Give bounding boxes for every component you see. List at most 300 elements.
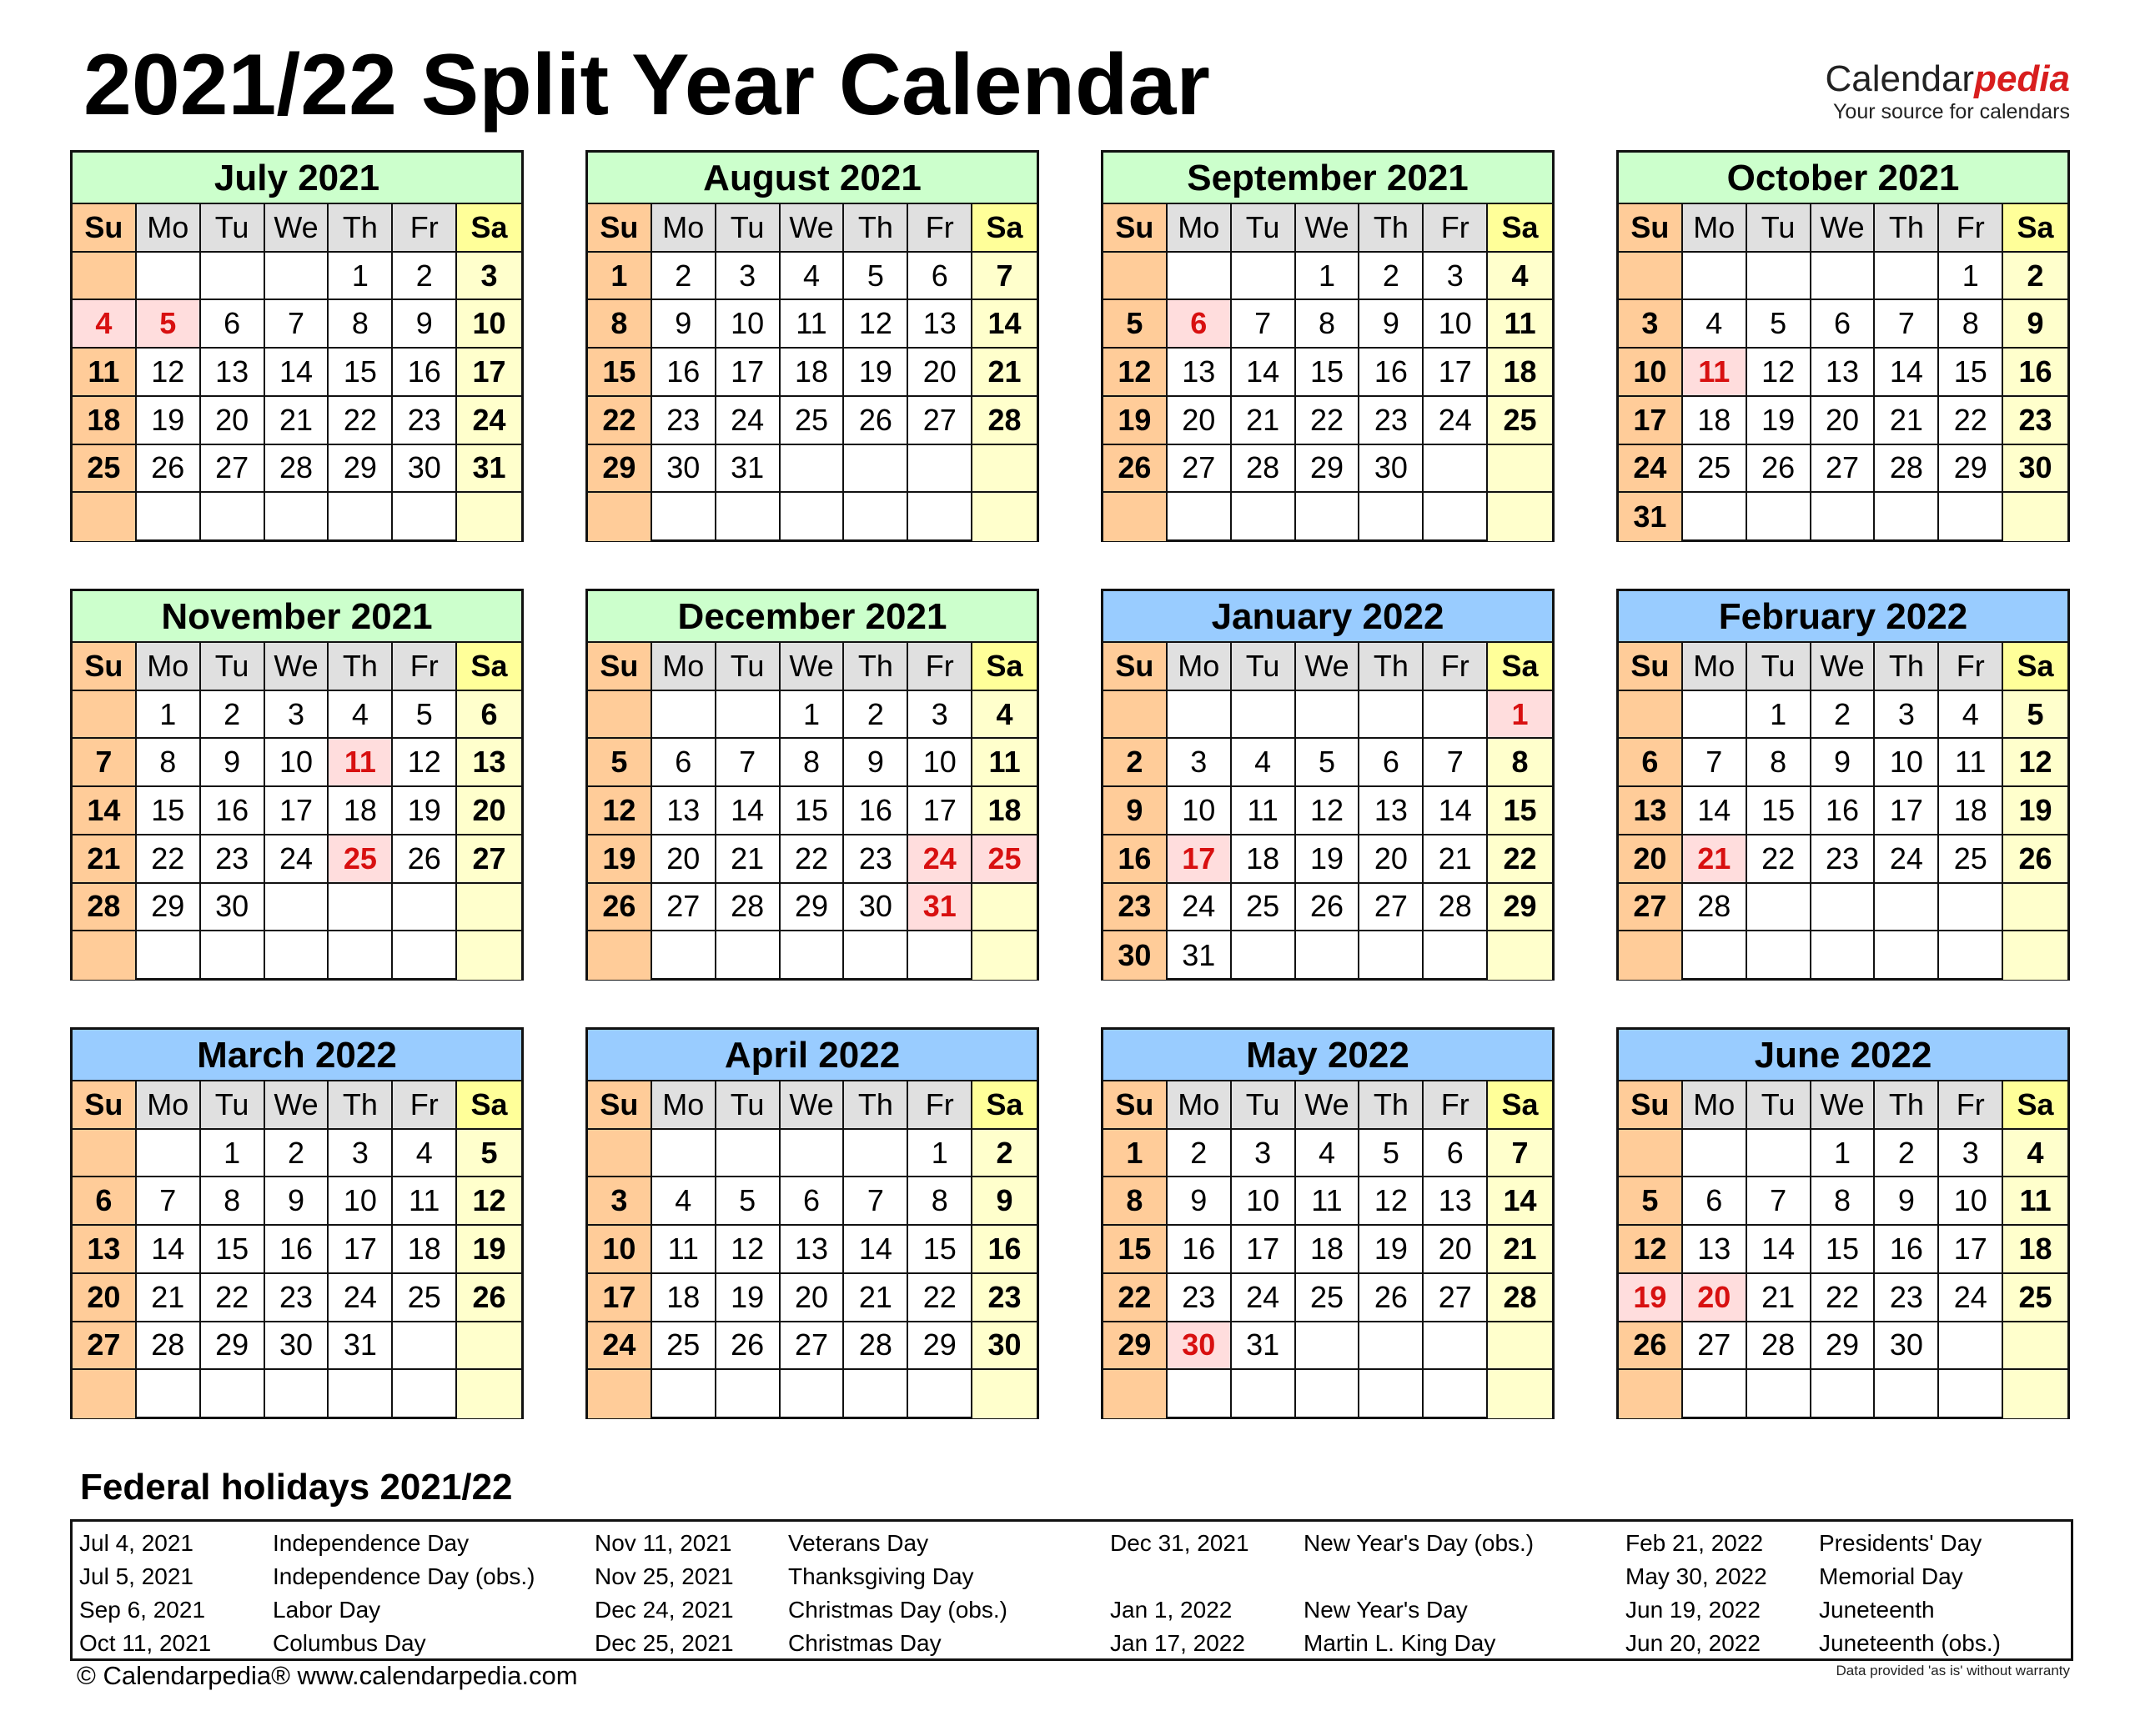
- day-cell[interactable]: 17: [265, 787, 329, 835]
- day-cell[interactable]: 25: [393, 1274, 457, 1322]
- day-cell[interactable]: 26: [1103, 445, 1168, 494]
- day-cell[interactable]: 18: [73, 397, 137, 445]
- day-cell[interactable]: 27: [73, 1322, 137, 1371]
- day-cell[interactable]: 10: [588, 1226, 652, 1274]
- day-cell[interactable]: 26: [844, 397, 908, 445]
- day-cell[interactable]: 5: [1747, 300, 1811, 349]
- day-cell[interactable]: 28: [73, 884, 137, 932]
- day-cell[interactable]: 1: [908, 1130, 972, 1178]
- day-cell[interactable]: 17: [1232, 1226, 1296, 1274]
- day-cell[interactable]: 6: [457, 691, 521, 740]
- brand-logo[interactable]: [1826, 58, 2070, 123]
- day-cell[interactable]: 1: [137, 691, 201, 740]
- day-cell[interactable]: 4: [1488, 253, 1552, 301]
- day-cell[interactable]: 12: [716, 1226, 781, 1274]
- day-cell[interactable]: 8: [588, 300, 652, 349]
- day-cell[interactable]: 25: [1296, 1274, 1360, 1322]
- day-cell[interactable]: 27: [781, 1322, 845, 1371]
- day-cell[interactable]: 28: [844, 1322, 908, 1371]
- day-cell[interactable]: 23: [1359, 397, 1424, 445]
- day-cell[interactable]: 27: [652, 884, 716, 932]
- day-cell[interactable]: 24: [329, 1274, 393, 1322]
- day-cell[interactable]: 16: [201, 787, 265, 835]
- day-cell[interactable]: 27: [1619, 884, 1683, 932]
- day-cell[interactable]: 12: [137, 349, 201, 397]
- day-cell[interactable]: 24: [1232, 1274, 1296, 1322]
- day-cell[interactable]: 13: [781, 1226, 845, 1274]
- day-cell[interactable]: 16: [393, 349, 457, 397]
- day-cell[interactable]: 2: [1875, 1130, 1939, 1178]
- day-cell[interactable]: 28: [265, 445, 329, 494]
- day-cell[interactable]: 19: [137, 397, 201, 445]
- day-cell[interactable]: 23: [1168, 1274, 1232, 1322]
- day-cell[interactable]: 9: [265, 1177, 329, 1226]
- day-cell[interactable]: 7: [1488, 1130, 1552, 1178]
- day-cell[interactable]: 11: [1939, 739, 2003, 787]
- day-cell[interactable]: 5: [1359, 1130, 1424, 1178]
- day-cell[interactable]: 2: [1359, 253, 1424, 301]
- day-cell[interactable]: 26: [1296, 884, 1360, 932]
- day-cell[interactable]: 15: [1488, 787, 1552, 835]
- day-cell[interactable]: 5: [457, 1130, 521, 1178]
- day-cell[interactable]: 20: [781, 1274, 845, 1322]
- day-cell[interactable]: 6: [1359, 739, 1424, 787]
- day-cell[interactable]: 16: [1811, 787, 1876, 835]
- day-cell[interactable]: 21: [1424, 835, 1488, 884]
- day-cell[interactable]: 22: [1488, 835, 1552, 884]
- day-cell[interactable]: 15: [201, 1226, 265, 1274]
- day-cell[interactable]: 20: [1811, 397, 1876, 445]
- day-cell[interactable]: 5: [1103, 300, 1168, 349]
- day-cell[interactable]: 16: [2003, 349, 2067, 397]
- day-cell[interactable]: 23: [1103, 884, 1168, 932]
- day-cell[interactable]: 11: [652, 1226, 716, 1274]
- day-cell[interactable]: 16: [652, 349, 716, 397]
- day-cell[interactable]: 31: [1619, 493, 1683, 541]
- day-cell[interactable]: 26: [137, 445, 201, 494]
- day-cell[interactable]: 15: [908, 1226, 972, 1274]
- day-cell[interactable]: 14: [972, 300, 1037, 349]
- day-cell[interactable]: 17: [1619, 397, 1683, 445]
- day-cell[interactable]: 16: [1875, 1226, 1939, 1274]
- day-cell[interactable]: 1: [1103, 1130, 1168, 1178]
- day-cell[interactable]: 28: [716, 884, 781, 932]
- day-cell[interactable]: 27: [1811, 445, 1876, 494]
- day-cell[interactable]: 26: [1359, 1274, 1424, 1322]
- day-cell[interactable]: 22: [1939, 397, 2003, 445]
- day-cell[interactable]: 23: [1811, 835, 1876, 884]
- day-cell[interactable]: 18: [329, 787, 393, 835]
- day-cell[interactable]: 18: [1488, 349, 1552, 397]
- day-cell[interactable]: 17: [1939, 1226, 2003, 1274]
- day-cell[interactable]: 8: [329, 300, 393, 349]
- day-cell[interactable]: 21: [844, 1274, 908, 1322]
- day-cell[interactable]: 21: [265, 397, 329, 445]
- day-cell[interactable]: 1: [1488, 691, 1552, 740]
- day-cell[interactable]: 4: [2003, 1130, 2067, 1178]
- day-cell[interactable]: 24: [1619, 445, 1683, 494]
- day-cell[interactable]: 28: [1232, 445, 1296, 494]
- day-cell[interactable]: 13: [1359, 787, 1424, 835]
- day-cell[interactable]: 15: [1747, 787, 1811, 835]
- day-cell[interactable]: 6: [201, 300, 265, 349]
- day-cell[interactable]: 1: [329, 253, 393, 301]
- day-cell[interactable]: 25: [329, 835, 393, 884]
- day-cell[interactable]: 15: [1811, 1226, 1876, 1274]
- day-cell[interactable]: 3: [457, 253, 521, 301]
- day-cell[interactable]: 7: [844, 1177, 908, 1226]
- day-cell[interactable]: 17: [1424, 349, 1488, 397]
- day-cell[interactable]: 14: [1424, 787, 1488, 835]
- day-cell[interactable]: 22: [1811, 1274, 1876, 1322]
- day-cell[interactable]: 1: [1296, 253, 1360, 301]
- day-cell[interactable]: 4: [393, 1130, 457, 1178]
- day-cell[interactable]: 28: [1683, 884, 1747, 932]
- day-cell[interactable]: 30: [1359, 445, 1424, 494]
- day-cell[interactable]: 12: [844, 300, 908, 349]
- day-cell[interactable]: 13: [1619, 787, 1683, 835]
- day-cell[interactable]: 23: [2003, 397, 2067, 445]
- day-cell[interactable]: 30: [972, 1322, 1037, 1371]
- day-cell[interactable]: 18: [1232, 835, 1296, 884]
- day-cell[interactable]: 19: [1359, 1226, 1424, 1274]
- day-cell[interactable]: 6: [1168, 300, 1232, 349]
- day-cell[interactable]: 4: [652, 1177, 716, 1226]
- day-cell[interactable]: 9: [393, 300, 457, 349]
- day-cell[interactable]: 28: [137, 1322, 201, 1371]
- day-cell[interactable]: 3: [1232, 1130, 1296, 1178]
- day-cell[interactable]: 8: [1296, 300, 1360, 349]
- day-cell[interactable]: 28: [1747, 1322, 1811, 1371]
- day-cell[interactable]: 30: [2003, 445, 2067, 494]
- day-cell[interactable]: 5: [137, 300, 201, 349]
- day-cell[interactable]: 21: [1232, 397, 1296, 445]
- day-cell[interactable]: 8: [1811, 1177, 1876, 1226]
- day-cell[interactable]: 26: [1619, 1322, 1683, 1371]
- day-cell[interactable]: 19: [393, 787, 457, 835]
- day-cell[interactable]: 19: [1103, 397, 1168, 445]
- day-cell[interactable]: 11: [1488, 300, 1552, 349]
- day-cell[interactable]: 17: [908, 787, 972, 835]
- day-cell[interactable]: 31: [457, 445, 521, 494]
- day-cell[interactable]: 27: [1168, 445, 1232, 494]
- day-cell[interactable]: 12: [457, 1177, 521, 1226]
- day-cell[interactable]: 20: [652, 835, 716, 884]
- day-cell[interactable]: 4: [1296, 1130, 1360, 1178]
- day-cell[interactable]: 10: [457, 300, 521, 349]
- day-cell[interactable]: 13: [201, 349, 265, 397]
- day-cell[interactable]: 23: [393, 397, 457, 445]
- day-cell[interactable]: 28: [1424, 884, 1488, 932]
- day-cell[interactable]: 9: [2003, 300, 2067, 349]
- day-cell[interactable]: 13: [457, 739, 521, 787]
- day-cell[interactable]: 30: [1103, 931, 1168, 980]
- day-cell[interactable]: 10: [1619, 349, 1683, 397]
- day-cell[interactable]: 18: [781, 349, 845, 397]
- day-cell[interactable]: 29: [781, 884, 845, 932]
- day-cell[interactable]: 24: [1939, 1274, 2003, 1322]
- day-cell[interactable]: 2: [2003, 253, 2067, 301]
- day-cell[interactable]: 2: [1168, 1130, 1232, 1178]
- day-cell[interactable]: 4: [1683, 300, 1747, 349]
- day-cell[interactable]: 12: [2003, 739, 2067, 787]
- day-cell[interactable]: 20: [1424, 1226, 1488, 1274]
- day-cell[interactable]: 25: [1232, 884, 1296, 932]
- day-cell[interactable]: 29: [137, 884, 201, 932]
- day-cell[interactable]: 20: [73, 1274, 137, 1322]
- day-cell[interactable]: 8: [137, 739, 201, 787]
- day-cell[interactable]: 22: [908, 1274, 972, 1322]
- day-cell[interactable]: 9: [1168, 1177, 1232, 1226]
- day-cell[interactable]: 3: [1168, 739, 1232, 787]
- day-cell[interactable]: 10: [1939, 1177, 2003, 1226]
- day-cell[interactable]: 21: [73, 835, 137, 884]
- day-cell[interactable]: 31: [716, 445, 781, 494]
- day-cell[interactable]: 9: [844, 739, 908, 787]
- day-cell[interactable]: 10: [1168, 787, 1232, 835]
- day-cell[interactable]: 6: [1619, 739, 1683, 787]
- day-cell[interactable]: 12: [588, 787, 652, 835]
- day-cell[interactable]: 10: [1232, 1177, 1296, 1226]
- day-cell[interactable]: 5: [393, 691, 457, 740]
- day-cell[interactable]: 30: [844, 884, 908, 932]
- day-cell[interactable]: 16: [1103, 835, 1168, 884]
- day-cell[interactable]: 15: [329, 349, 393, 397]
- day-cell[interactable]: 31: [1168, 931, 1232, 980]
- day-cell[interactable]: 22: [1103, 1274, 1168, 1322]
- day-cell[interactable]: 29: [1296, 445, 1360, 494]
- day-cell[interactable]: 14: [1875, 349, 1939, 397]
- day-cell[interactable]: 11: [1683, 349, 1747, 397]
- day-cell[interactable]: 10: [265, 739, 329, 787]
- day-cell[interactable]: 29: [1103, 1322, 1168, 1371]
- day-cell[interactable]: 11: [1232, 787, 1296, 835]
- day-cell[interactable]: 14: [73, 787, 137, 835]
- day-cell[interactable]: 10: [716, 300, 781, 349]
- day-cell[interactable]: 4: [972, 691, 1037, 740]
- day-cell[interactable]: 3: [265, 691, 329, 740]
- day-cell[interactable]: 2: [1103, 739, 1168, 787]
- day-cell[interactable]: 14: [1683, 787, 1747, 835]
- day-cell[interactable]: 13: [1168, 349, 1232, 397]
- day-cell[interactable]: 26: [393, 835, 457, 884]
- day-cell[interactable]: 21: [1875, 397, 1939, 445]
- day-cell[interactable]: 23: [652, 397, 716, 445]
- day-cell[interactable]: 19: [457, 1226, 521, 1274]
- day-cell[interactable]: 28: [972, 397, 1037, 445]
- day-cell[interactable]: 18: [393, 1226, 457, 1274]
- day-cell[interactable]: 10: [908, 739, 972, 787]
- day-cell[interactable]: 5: [2003, 691, 2067, 740]
- day-cell[interactable]: 30: [393, 445, 457, 494]
- day-cell[interactable]: 7: [1747, 1177, 1811, 1226]
- day-cell[interactable]: 9: [652, 300, 716, 349]
- day-cell[interactable]: 2: [1811, 691, 1876, 740]
- day-cell[interactable]: 25: [73, 445, 137, 494]
- day-cell[interactable]: 1: [1811, 1130, 1876, 1178]
- day-cell[interactable]: 27: [1359, 884, 1424, 932]
- day-cell[interactable]: 16: [844, 787, 908, 835]
- day-cell[interactable]: 24: [908, 835, 972, 884]
- day-cell[interactable]: 17: [457, 349, 521, 397]
- day-cell[interactable]: 9: [1811, 739, 1876, 787]
- day-cell[interactable]: 17: [329, 1226, 393, 1274]
- day-cell[interactable]: 4: [73, 300, 137, 349]
- day-cell[interactable]: 13: [1683, 1226, 1747, 1274]
- day-cell[interactable]: 2: [652, 253, 716, 301]
- day-cell[interactable]: 6: [1683, 1177, 1747, 1226]
- day-cell[interactable]: 4: [1939, 691, 2003, 740]
- day-cell[interactable]: 26: [1747, 445, 1811, 494]
- day-cell[interactable]: 17: [1168, 835, 1232, 884]
- day-cell[interactable]: 7: [73, 739, 137, 787]
- day-cell[interactable]: 22: [137, 835, 201, 884]
- day-cell[interactable]: 15: [137, 787, 201, 835]
- day-cell[interactable]: 12: [1296, 787, 1360, 835]
- day-cell[interactable]: 7: [1424, 739, 1488, 787]
- day-cell[interactable]: 31: [1232, 1322, 1296, 1371]
- day-cell[interactable]: 25: [1488, 397, 1552, 445]
- day-cell[interactable]: 3: [1939, 1130, 2003, 1178]
- day-cell[interactable]: 1: [781, 691, 845, 740]
- day-cell[interactable]: 19: [588, 835, 652, 884]
- day-cell[interactable]: 27: [908, 397, 972, 445]
- day-cell[interactable]: 30: [1168, 1322, 1232, 1371]
- day-cell[interactable]: 9: [1359, 300, 1424, 349]
- day-cell[interactable]: 13: [1811, 349, 1876, 397]
- day-cell[interactable]: 2: [393, 253, 457, 301]
- day-cell[interactable]: 29: [329, 445, 393, 494]
- day-cell[interactable]: 6: [652, 739, 716, 787]
- day-cell[interactable]: 26: [588, 884, 652, 932]
- day-cell[interactable]: 5: [716, 1177, 781, 1226]
- day-cell[interactable]: 7: [265, 300, 329, 349]
- day-cell[interactable]: 30: [265, 1322, 329, 1371]
- day-cell[interactable]: 18: [1683, 397, 1747, 445]
- day-cell[interactable]: 30: [652, 445, 716, 494]
- day-cell[interactable]: 4: [781, 253, 845, 301]
- day-cell[interactable]: 15: [588, 349, 652, 397]
- day-cell[interactable]: 3: [588, 1177, 652, 1226]
- day-cell[interactable]: 14: [1488, 1177, 1552, 1226]
- day-cell[interactable]: 12: [1747, 349, 1811, 397]
- day-cell[interactable]: 28: [1875, 445, 1939, 494]
- day-cell[interactable]: 19: [1296, 835, 1360, 884]
- day-cell[interactable]: 22: [1747, 835, 1811, 884]
- day-cell[interactable]: 21: [1747, 1274, 1811, 1322]
- day-cell[interactable]: 20: [201, 397, 265, 445]
- day-cell[interactable]: 8: [1747, 739, 1811, 787]
- day-cell[interactable]: 7: [716, 739, 781, 787]
- day-cell[interactable]: 29: [1811, 1322, 1876, 1371]
- day-cell[interactable]: 18: [1296, 1226, 1360, 1274]
- day-cell[interactable]: 20: [908, 349, 972, 397]
- day-cell[interactable]: 13: [73, 1226, 137, 1274]
- day-cell[interactable]: 21: [137, 1274, 201, 1322]
- day-cell[interactable]: 23: [1875, 1274, 1939, 1322]
- day-cell[interactable]: 25: [652, 1322, 716, 1371]
- day-cell[interactable]: 15: [1103, 1226, 1168, 1274]
- day-cell[interactable]: 8: [1939, 300, 2003, 349]
- day-cell[interactable]: 30: [1875, 1322, 1939, 1371]
- day-cell[interactable]: 25: [781, 397, 845, 445]
- day-cell[interactable]: 16: [1359, 349, 1424, 397]
- day-cell[interactable]: 15: [1939, 349, 2003, 397]
- day-cell[interactable]: 2: [972, 1130, 1037, 1178]
- day-cell[interactable]: 26: [2003, 835, 2067, 884]
- day-cell[interactable]: 1: [588, 253, 652, 301]
- day-cell[interactable]: 2: [201, 691, 265, 740]
- day-cell[interactable]: 15: [1296, 349, 1360, 397]
- day-cell[interactable]: 20: [1359, 835, 1424, 884]
- day-cell[interactable]: 24: [1875, 835, 1939, 884]
- day-cell[interactable]: 10: [1424, 300, 1488, 349]
- day-cell[interactable]: 4: [329, 691, 393, 740]
- day-cell[interactable]: 5: [844, 253, 908, 301]
- day-cell[interactable]: 6: [73, 1177, 137, 1226]
- day-cell[interactable]: 3: [1619, 300, 1683, 349]
- day-cell[interactable]: 8: [1103, 1177, 1168, 1226]
- day-cell[interactable]: 29: [201, 1322, 265, 1371]
- day-cell[interactable]: 18: [652, 1274, 716, 1322]
- day-cell[interactable]: 19: [844, 349, 908, 397]
- day-cell[interactable]: 14: [137, 1226, 201, 1274]
- day-cell[interactable]: 11: [393, 1177, 457, 1226]
- day-cell[interactable]: 20: [1619, 835, 1683, 884]
- day-cell[interactable]: 13: [1424, 1177, 1488, 1226]
- day-cell[interactable]: 7: [1683, 739, 1747, 787]
- day-cell[interactable]: 13: [908, 300, 972, 349]
- day-cell[interactable]: 14: [844, 1226, 908, 1274]
- day-cell[interactable]: 9: [201, 739, 265, 787]
- day-cell[interactable]: 5: [1619, 1177, 1683, 1226]
- day-cell[interactable]: 2: [265, 1130, 329, 1178]
- day-cell[interactable]: 27: [457, 835, 521, 884]
- day-cell[interactable]: 11: [2003, 1177, 2067, 1226]
- day-cell[interactable]: 25: [1939, 835, 2003, 884]
- day-cell[interactable]: 31: [329, 1322, 393, 1371]
- day-cell[interactable]: 21: [1683, 835, 1747, 884]
- day-cell[interactable]: 30: [201, 884, 265, 932]
- day-cell[interactable]: 19: [1747, 397, 1811, 445]
- day-cell[interactable]: 12: [1619, 1226, 1683, 1274]
- day-cell[interactable]: 16: [1168, 1226, 1232, 1274]
- day-cell[interactable]: 14: [716, 787, 781, 835]
- day-cell[interactable]: 20: [457, 787, 521, 835]
- day-cell[interactable]: 1: [1747, 691, 1811, 740]
- day-cell[interactable]: 16: [265, 1226, 329, 1274]
- day-cell[interactable]: 29: [908, 1322, 972, 1371]
- day-cell[interactable]: 19: [716, 1274, 781, 1322]
- day-cell[interactable]: 5: [1296, 739, 1360, 787]
- day-cell[interactable]: 3: [1875, 691, 1939, 740]
- day-cell[interactable]: 29: [588, 445, 652, 494]
- day-cell[interactable]: 3: [1424, 253, 1488, 301]
- day-cell[interactable]: 3: [716, 253, 781, 301]
- day-cell[interactable]: 26: [716, 1322, 781, 1371]
- day-cell[interactable]: 14: [265, 349, 329, 397]
- day-cell[interactable]: 21: [972, 349, 1037, 397]
- day-cell[interactable]: 6: [781, 1177, 845, 1226]
- day-cell[interactable]: 8: [1488, 739, 1552, 787]
- day-cell[interactable]: 11: [972, 739, 1037, 787]
- day-cell[interactable]: 15: [781, 787, 845, 835]
- day-cell[interactable]: 1: [1939, 253, 2003, 301]
- day-cell[interactable]: 14: [1232, 349, 1296, 397]
- day-cell[interactable]: 21: [1488, 1226, 1552, 1274]
- day-cell[interactable]: 24: [588, 1322, 652, 1371]
- day-cell[interactable]: 27: [1424, 1274, 1488, 1322]
